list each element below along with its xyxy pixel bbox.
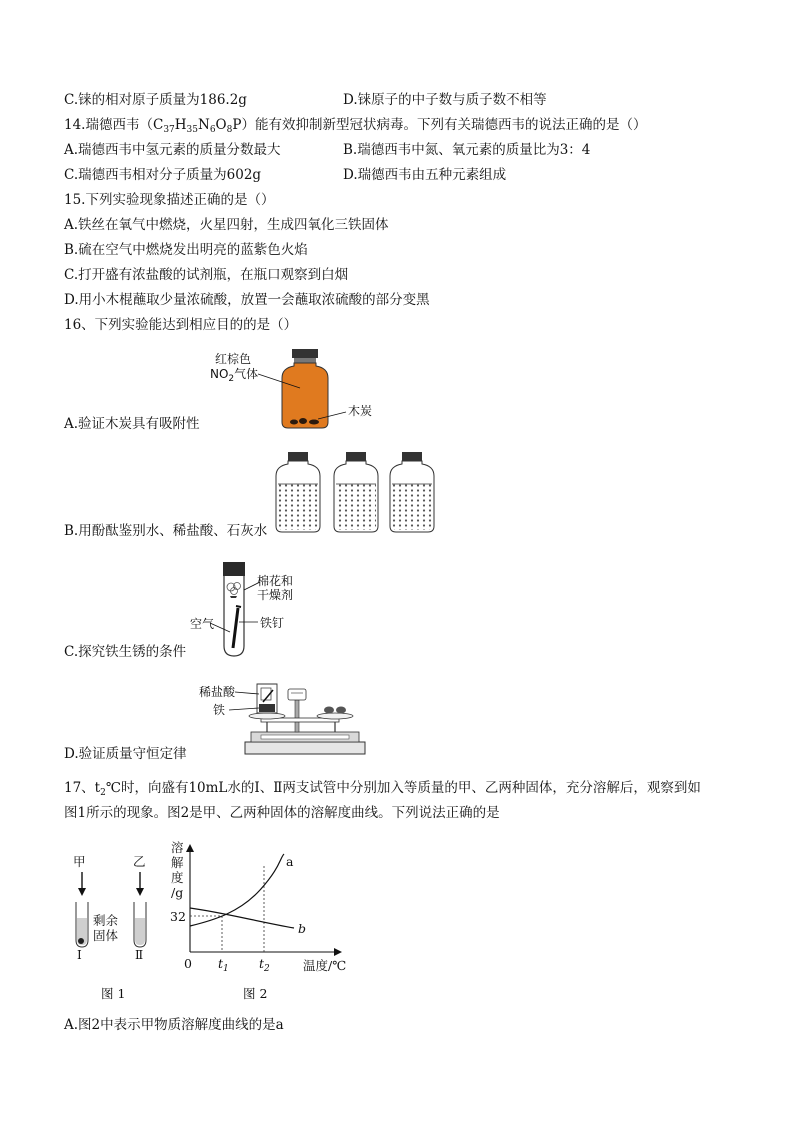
charcoal-piece-icon bbox=[290, 420, 298, 425]
fig-d-label-acid: 稀盐酸 bbox=[199, 685, 236, 699]
fig1-label-residue-1: 剩余 bbox=[93, 913, 119, 928]
fig-c-label-desiccant: 干燥剂 bbox=[257, 588, 294, 602]
fig1-label-tube-1: Ⅰ bbox=[77, 948, 82, 962]
fig2-ylabel-3: 度 bbox=[171, 870, 184, 885]
figure-three-jars bbox=[272, 448, 440, 534]
balance-base-icon bbox=[245, 742, 365, 754]
fig1-label-jia: 甲 bbox=[73, 854, 86, 869]
weight-icon bbox=[336, 707, 346, 714]
fig2-ylabel-2: 解 bbox=[171, 855, 184, 870]
stopper-icon bbox=[223, 562, 245, 576]
q16-option-c: C.探究铁生锈的条件 bbox=[64, 644, 187, 660]
weight-icon bbox=[324, 707, 334, 714]
fig1-label-tube-2: Ⅱ bbox=[135, 948, 144, 962]
fig-a-label-red-brown: 红棕色 bbox=[215, 352, 252, 366]
q16-option-b: B.用酚酞鉴别水、稀盐酸、石灰水 bbox=[64, 523, 268, 539]
fig2-x-label: 温度/℃ bbox=[303, 958, 347, 973]
q14-option-b: B.瑞德西韦中氮、氧元素的质量比为3：4 bbox=[343, 142, 591, 158]
q15-option-a: A.铁丝在氧气中燃烧，火星四射，生成四氧化三铁固体 bbox=[64, 217, 389, 233]
q17-stem-line1: 17、$t_2℃$时，向盛有10mL水的Ⅰ、Ⅱ两支试管中分别加入等质量的甲、乙两种固体，充分溶解后，观察到如 bbox=[64, 780, 701, 798]
curve-b bbox=[190, 908, 294, 928]
charcoal-piece-icon bbox=[309, 420, 319, 425]
fig-c-label-air: 空气 bbox=[190, 617, 215, 631]
q16-stem: 16、下列实验能达到相应目的的是（） bbox=[64, 317, 298, 333]
jar-2-icon bbox=[334, 452, 378, 532]
q14-option-a: A.瑞德西韦中氢元素的质量分数最大 bbox=[64, 142, 281, 158]
charcoal-piece-icon bbox=[299, 418, 307, 424]
q15-option-b: B.硫在空气中燃烧发出明亮的蓝紫色火焰 bbox=[64, 242, 308, 258]
fig-d-label-iron: 铁 bbox=[213, 703, 226, 717]
q14-stem: 14.瑞德西韦$(C_{37}H_{35}N_6O_8P)$能有效抑制新型冠状病毒。下列有关瑞德西韦的说法正确的是（） bbox=[64, 117, 647, 135]
fig1-caption: 图 1 bbox=[101, 986, 126, 1001]
fig2-y-tick-32: 32 bbox=[170, 909, 186, 924]
fig-a-label-charcoal: 木炭 bbox=[348, 404, 373, 418]
q13-option-d: D.铼原子的中子数与质子数不相等 bbox=[343, 92, 547, 108]
q15-option-c: C.打开盛有浓盐酸的试剂瓶，在瓶口观察到白烟 bbox=[64, 267, 349, 283]
q16-option-a: A.验证木炭具有吸附性 bbox=[64, 416, 200, 432]
q17-option-a: A.图2中表示甲物质溶解度曲线的是a bbox=[64, 1017, 284, 1033]
jar-3-icon bbox=[390, 452, 434, 532]
fig2-ylabel-1: 溶 bbox=[171, 840, 184, 855]
q14-option-c: C.瑞德西韦相对分子质量为602g bbox=[64, 167, 262, 183]
fig-c-label-cotton: 棉花和 bbox=[257, 574, 294, 588]
y-axis-arrow-icon bbox=[186, 844, 194, 852]
fig2-caption: 图 2 bbox=[243, 986, 268, 1001]
fig2-curve-a-label: a bbox=[286, 854, 294, 869]
q15-stem: 15.下列实验现象描述正确的是（） bbox=[64, 192, 275, 208]
q13-option-c: C.铼的相对原子质量为186.2g bbox=[64, 92, 247, 108]
q15-option-d: D.用小木棍蘸取少量浓硫酸，放置一会蘸取浓硫酸的部分变黑 bbox=[64, 292, 430, 308]
fig1-label-yi: 乙 bbox=[133, 854, 146, 869]
fig-a-label-no2: $NO_2$气体 bbox=[210, 367, 259, 384]
left-pan-icon bbox=[249, 713, 285, 719]
fig2-ylabel-4: /g bbox=[171, 885, 184, 900]
fig2-x-origin: 0 bbox=[184, 956, 192, 971]
q16-option-d: D.验证质量守恒定律 bbox=[64, 746, 187, 762]
curve-a bbox=[190, 854, 284, 926]
jar-1-icon bbox=[276, 452, 320, 532]
fig2-x-tick-t1: $t_1$ bbox=[218, 956, 229, 974]
right-pan-icon bbox=[317, 713, 353, 719]
bottle-cap-icon bbox=[292, 349, 318, 358]
q14-option-d: D.瑞德西韦由五种元素组成 bbox=[343, 167, 507, 183]
fig2-x-tick-t2: $t_2$ bbox=[259, 956, 270, 974]
residue-solid-icon bbox=[78, 938, 84, 944]
x-axis-arrow-icon bbox=[334, 948, 342, 956]
fig-c-label-nail: 铁钉 bbox=[260, 616, 285, 630]
q17-stem-line2: 图1所示的现象。图2是甲、乙两种固体的溶解度曲线。下列说法正确的是 bbox=[64, 805, 500, 821]
fig1-label-residue-2: 固体 bbox=[93, 928, 119, 943]
fig2-curve-b-label: b bbox=[298, 921, 307, 936]
